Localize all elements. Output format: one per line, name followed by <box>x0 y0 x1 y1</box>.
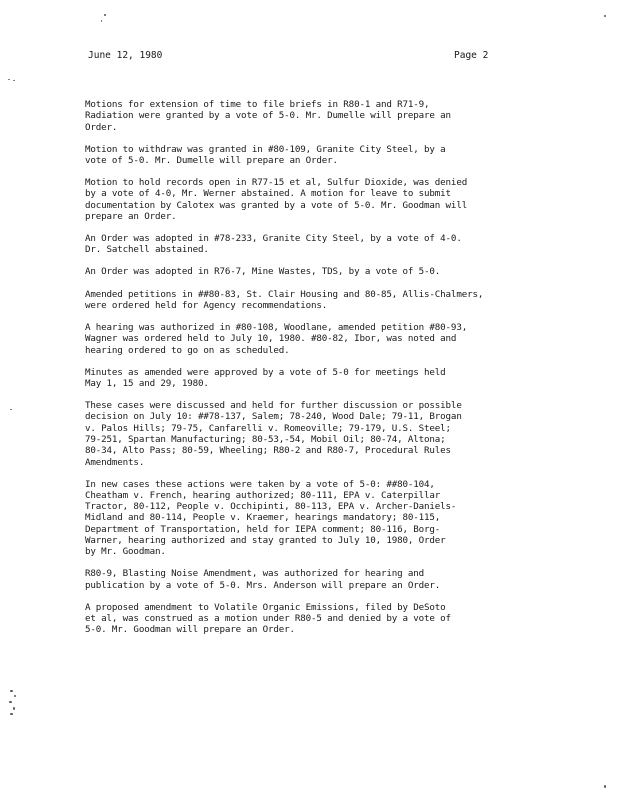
scan-speck <box>604 785 606 788</box>
scan-speck <box>10 713 13 715</box>
scan-speck <box>13 80 15 81</box>
scan-speck <box>101 20 102 22</box>
paragraph-records-open: Motion to hold records open in R77-15 et al, Sulfur Dioxide, was denied by a vote of 4-0, Mr. Werner abstained. A motion for leave to submit documentation by Calotex was granted by a vote of 5-0. Mr. Goodman will prepare an Order. <box>85 177 468 222</box>
paragraph-order-r76-7: An Order was adopted in R76-7, Mine Wastes, TDS, by a vote of 5-0. <box>85 266 441 278</box>
scan-speck <box>104 14 106 16</box>
paragraph-blasting-noise: R80-9, Blasting Noise Amendment, was authorized for hearing and publication by a vote of 5-0. Mrs. Anderson will prepare an Order. <box>85 568 441 591</box>
header-date: June 12, 1980 <box>88 50 163 61</box>
paragraph-volatile-organic: A proposed amendment to Volatile Organic Emissions, filed by DeSoto et al, was construed as a motion under R80-5 and denied by a vote of 5-0. Mr. Goodman will prepare an Order. <box>85 601 451 636</box>
paragraph-withdraw-motion: Motion to withdraw was granted in #80-109, Granite City Steel, by a vote of 5-0. Mr. Dumelle will prepare an Order. <box>85 143 446 166</box>
scan-speck <box>10 409 12 410</box>
scan-speck <box>14 695 16 697</box>
scan-speck <box>9 701 12 703</box>
scan-speck <box>604 15 606 17</box>
document-body <box>85 99 525 647</box>
scan-speck <box>8 79 10 80</box>
paragraph-briefs-extension: Motions for extension of time to file briefs in R80-1 and R71-9, Radiation were granted by a vote of 5-0. Mr. Dumelle will prepare an Order. <box>85 99 451 133</box>
paragraph-hearing-authorized: A hearing was authorized in #80-108, Woodlane, amended petition #80-93, Wagner was ordered held to July 10, 1980. #80-82, Ibor, was noted and hearing ordered to go on as scheduled. <box>85 321 468 356</box>
paragraph-cases-held: These cases were discussed and held for further discussion or possible decision on July 10: ##78-137, Salem; 78-240, Wood Dale; 79-11, Brogan v. Palos Hills; 79-75, Canfarelli v. Romeoville; 79-179, U.S. Steel; 79-251, Spartan Manufacturing; 80-53,-54, Mobil Oil; 80-74, Altona; 80-34, Alto Pass; 80-59, Wheeling; R80-2 and R80-7, Procedural Rules Amendments. <box>85 400 462 468</box>
paragraph-minutes-approved: Minutes as amended were approved by a vote of 5-0 for meetings held May 1, 15 and 29, 1980. <box>85 366 446 389</box>
paragraph-new-cases: In new cases these actions were taken by a vote of 5-0: ##80-104, Cheatham v. French, hearing authorized; 80-111, EPA v. Caterpillar Tractor, 80-112, People v. Occhipinti, 80-113, EPA v. Archer-Daniels- Midland and 80-114, People v. Kraemer, hearings mandatory; 80-115, Department of Transportation, held for IEPA comment; 80-116, Borg- Warner, hearing authorized and stay granted to July 10, 1980, Order by Mr. Goodman. <box>85 478 457 558</box>
page-number: Page 2 <box>454 50 489 61</box>
scan-speck <box>10 690 13 692</box>
scan-speck <box>13 707 15 710</box>
paragraph-amended-petitions: Amended petitions in ##80-83, St. Clair Housing and 80-85, Allis-Chalmers, were ordered held for Agency recommendations. <box>85 288 484 311</box>
paragraph-order-78-233: An Order was adopted in #78-233, Granite City Steel, by a vote of 4-0. Dr. Satchell abstained. <box>85 233 462 256</box>
